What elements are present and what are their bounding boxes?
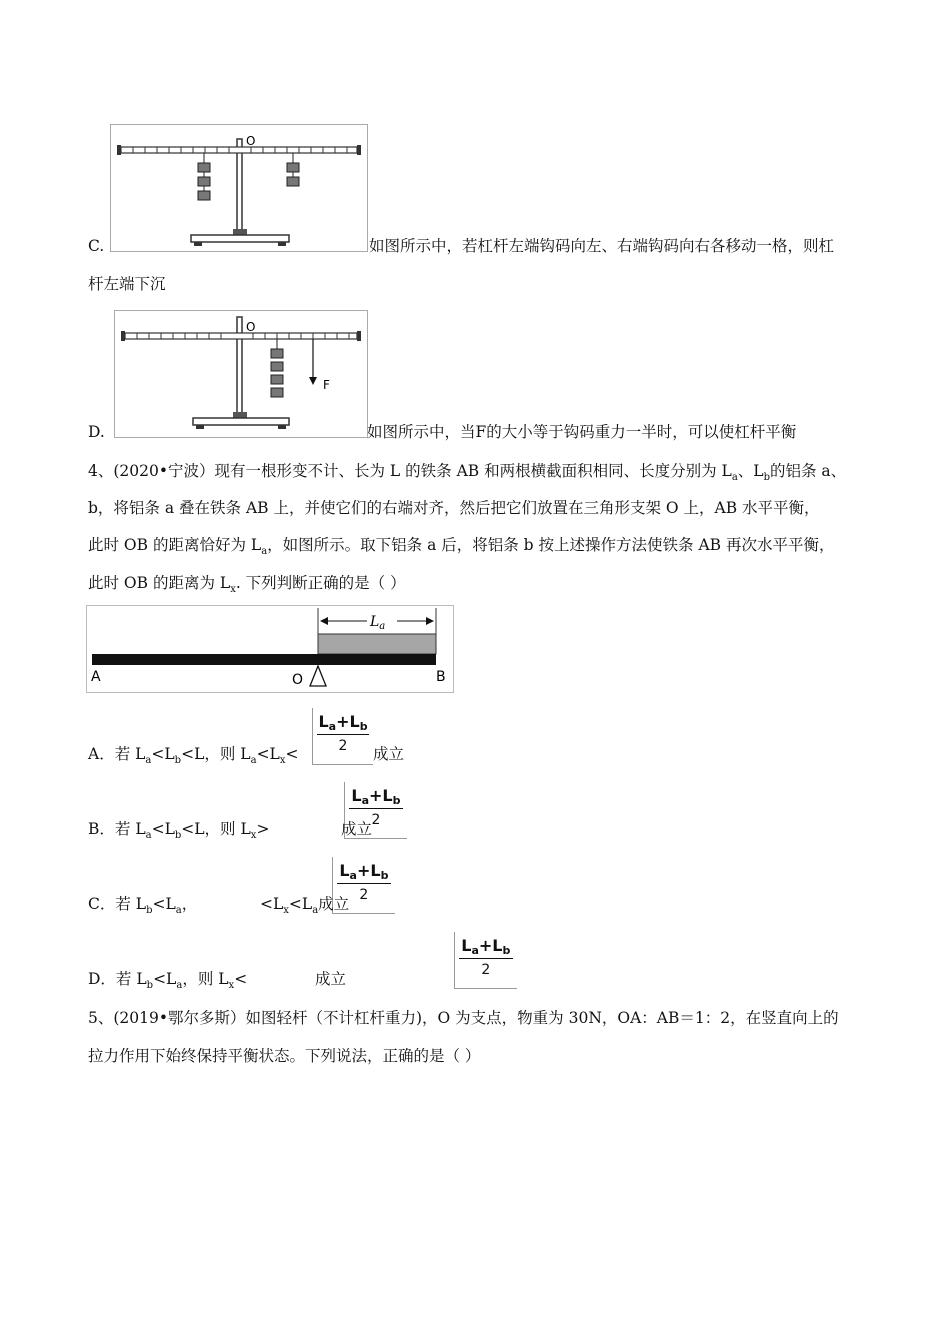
point-o-label: O [292, 672, 304, 688]
iron-bar-figure [86, 605, 454, 693]
q4-option-a[interactable]: A．若 $L_a<L_b<L$，则 $L_a<L_x<$ [88, 745, 299, 766]
option-c-text-cont: 杆左端下沉 [88, 275, 166, 293]
lever-figure-d [114, 310, 368, 438]
option-c-end: $<L_x<L_a$成立 [260, 895, 350, 916]
q5-line2: 拉力作用下始终保持平衡状态。下列说法，正确的是（ ） [88, 1047, 481, 1065]
q4-line4: 此时 OB 的距离为 $L_x$. 下列判断正确的是（ ） [88, 574, 406, 595]
fraction-d: $\frac{L_a+L_b}{2}$ [454, 932, 517, 989]
q4-line2: b，将铝条 a 叠在铁条 AB 上，并使它们的右端对齐，然后把它们放置在三角形支架 O 上，AB 水平平衡， [88, 499, 820, 517]
option-d-label: D. [88, 423, 105, 441]
pivot-label-d: O [246, 320, 256, 334]
q5-line1: 5、(2019•鄂尔多斯）如图轻杆（不计杠杆重力)，O 为支点，物重为 30N，OA：AB＝1：2，在竖直向上的 [88, 1009, 839, 1027]
q4-option-b[interactable]: B．若 $L_a<L_b<L$，则 $L_x>$ [88, 820, 270, 841]
la-label: $L_a$ [370, 614, 386, 632]
q4-line1: 4、(2020•宁波）现有一根形变不计、长为 L 的铁条 AB 和两根横截面积相同、长度分别为 $L_a$、$L_b$的铝条 a、 [88, 462, 847, 483]
q4-line3: 此时 OB 的距离恰好为 $L_a$，如图所示。取下铝条 a 后，将铝条 b 按上述操作方法使铁条 AB 再次水平平衡， [88, 536, 835, 557]
force-label-d: F [323, 378, 330, 392]
option-c-label: C. [88, 237, 105, 255]
point-b-label: B [436, 669, 446, 685]
q4-option-d[interactable]: D．若 $L_b<L_a$，则 $L_x<$ [88, 970, 248, 991]
pivot-label-c: O [246, 134, 256, 148]
fraction-a: $\frac{L_a+L_b}{2}$ [312, 708, 373, 765]
q4-option-c[interactable]: C．若 $L_b<L_a$， [88, 895, 198, 916]
option-c-text: 如图所示中，若杠杆左端钩码向左、右端钩码向右各移动一格，则杠 [369, 237, 835, 255]
fraction-b: $\frac{L_a+L_b}{2}$ [344, 782, 407, 839]
point-a-label: A [91, 669, 101, 685]
option-b-end: 成立 [341, 820, 373, 838]
lever-figure-c [110, 124, 368, 252]
option-d-end: 成立 [315, 970, 347, 988]
fraction-c: $\frac{L_a+L_b}{2}$ [332, 857, 395, 914]
option-d-text: 如图所示中，当F的大小等于钩码重力一半时，可以使杠杆平衡 [367, 423, 797, 441]
option-a-end: 成立 [373, 745, 405, 763]
